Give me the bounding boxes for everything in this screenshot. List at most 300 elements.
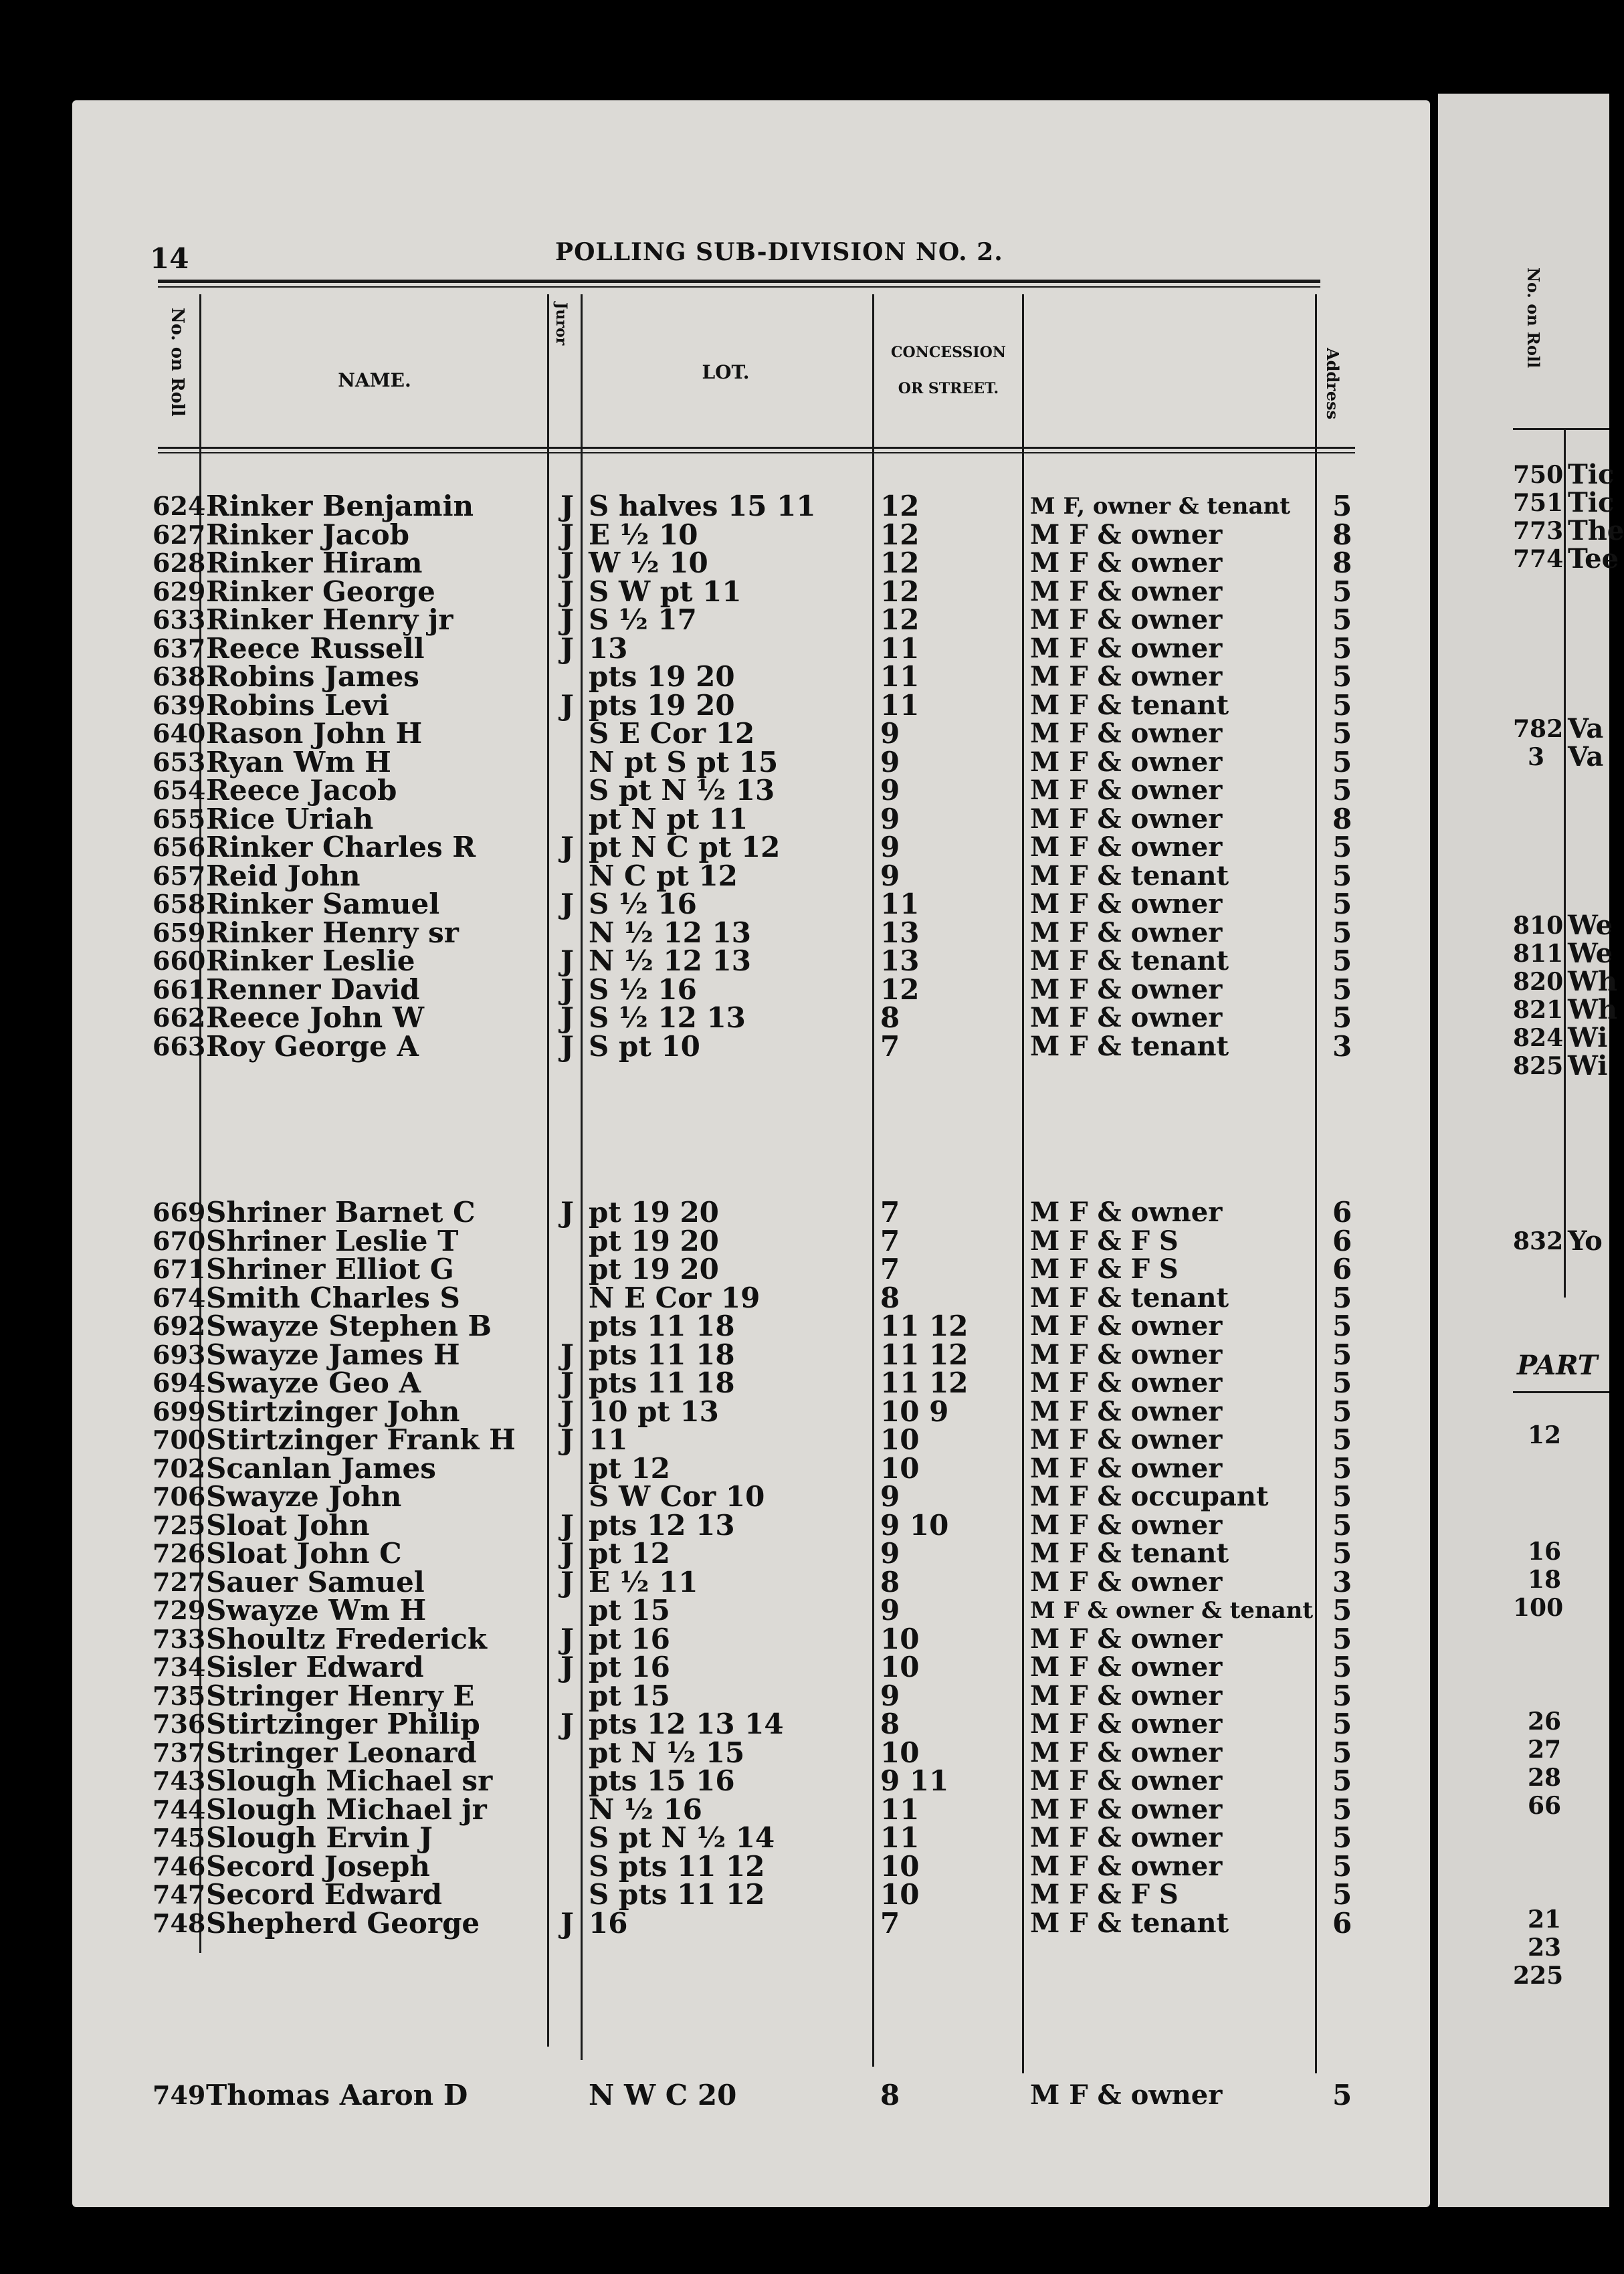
concession: 10 bbox=[880, 1451, 920, 1485]
concession: 9 bbox=[880, 1480, 900, 1513]
status: M F & owner bbox=[1030, 973, 1223, 1005]
status: M F & occupant bbox=[1030, 1481, 1269, 1512]
status: M F & owner bbox=[1030, 2079, 1223, 2111]
concession: 12 bbox=[880, 575, 920, 608]
lot: 16 bbox=[589, 1906, 628, 1940]
roll-number: 660 bbox=[153, 946, 206, 976]
status: M F & owner bbox=[1030, 1452, 1223, 1484]
roll-number: 734 bbox=[153, 1652, 206, 1682]
lot: S halves 15 11 bbox=[589, 490, 816, 522]
lot: E ½ 11 bbox=[589, 1565, 698, 1598]
juror-mark: J bbox=[561, 831, 574, 863]
right-col-rule bbox=[1564, 428, 1566, 1298]
address-number: 5 bbox=[1332, 1338, 1352, 1371]
status: M F & owner bbox=[1030, 803, 1223, 835]
lot: pt 12 bbox=[589, 1537, 670, 1570]
col-header-roll: No. on Roll bbox=[167, 308, 187, 417]
status: M F & owner bbox=[1030, 1338, 1223, 1370]
voter-name: Stirtzinger Philip bbox=[206, 1708, 480, 1740]
roll-number: 745 bbox=[153, 1823, 206, 1853]
right-roll-number: 21 bbox=[1528, 1905, 1562, 1934]
roll-number: 670 bbox=[153, 1225, 206, 1256]
voter-name: Robins Levi bbox=[206, 688, 389, 722]
lot: 11 bbox=[589, 1423, 628, 1456]
lot: S ½ 12 13 bbox=[589, 1001, 746, 1034]
status: M F & owner bbox=[1030, 831, 1223, 863]
concession: 11 bbox=[880, 1792, 920, 1826]
lot: pts 12 13 bbox=[589, 1508, 735, 1542]
right-roll-number: 225 bbox=[1513, 1962, 1564, 1990]
right-roll-number: 12 bbox=[1528, 1421, 1562, 1449]
voter-name: Rice Uriah bbox=[206, 802, 374, 835]
voter-name: Secord Edward bbox=[206, 1878, 443, 1911]
roll-number: 702 bbox=[153, 1453, 206, 1483]
col-rule-status bbox=[1315, 294, 1317, 2073]
concession: 10 bbox=[880, 1423, 920, 1456]
address-number: 5 bbox=[1332, 916, 1352, 949]
juror-mark: J bbox=[561, 1338, 574, 1371]
voter-name: Rinker Jacob bbox=[206, 518, 410, 551]
right-roll-number: 751 bbox=[1513, 489, 1564, 517]
voter-name: Sisler Edward bbox=[206, 1651, 424, 1683]
status: M F & owner bbox=[1030, 1002, 1223, 1033]
concession: 9 bbox=[880, 1537, 900, 1570]
address-number: 5 bbox=[1332, 490, 1352, 522]
voter-name: Rinker Henry sr bbox=[206, 916, 459, 949]
voter-name: Slough Michael jr bbox=[206, 1792, 487, 1826]
voter-name: Shriner Elliot G bbox=[206, 1253, 454, 1285]
address-number: 5 bbox=[1332, 1394, 1352, 1428]
concession: 11 12 bbox=[880, 1338, 969, 1371]
roll-number: 694 bbox=[153, 1368, 206, 1398]
juror-mark: J bbox=[561, 1622, 574, 1655]
status: M F & owner bbox=[1030, 1395, 1223, 1427]
voter-name: Slough Michael sr bbox=[206, 1764, 493, 1797]
juror-mark: J bbox=[561, 888, 574, 920]
lot: S W pt 11 bbox=[589, 575, 742, 608]
concession: 11 12 bbox=[880, 1366, 969, 1399]
address-number: 5 bbox=[1332, 1366, 1352, 1399]
status: M F & owner bbox=[1030, 1509, 1223, 1541]
right-name-fragment: Tic bbox=[1568, 459, 1615, 490]
roll-number: 638 bbox=[153, 661, 206, 692]
top-rule bbox=[158, 280, 1320, 283]
roll-number: 727 bbox=[153, 1566, 206, 1597]
roll-number: 662 bbox=[153, 1003, 206, 1033]
roll-number: 737 bbox=[153, 1737, 206, 1768]
concession: 8 bbox=[880, 1565, 900, 1598]
concession: 7 bbox=[880, 1224, 900, 1257]
lot: 10 pt 13 bbox=[589, 1394, 719, 1428]
address-number: 5 bbox=[1332, 1736, 1352, 1769]
address-number: 5 bbox=[1332, 717, 1352, 750]
lot: pts 15 16 bbox=[589, 1764, 735, 1797]
status: M F & owner bbox=[1030, 547, 1223, 579]
right-roll-number: 832 bbox=[1513, 1227, 1564, 1255]
voter-name: Swayze Geo A bbox=[206, 1366, 421, 1399]
roll-number: 663 bbox=[153, 1031, 206, 1061]
address-number: 5 bbox=[1332, 1508, 1352, 1542]
juror-mark: J bbox=[561, 944, 574, 977]
roll-number: 747 bbox=[153, 1879, 206, 1909]
right-roll-number: 100 bbox=[1513, 1594, 1564, 1622]
lot: S pt N ½ 14 bbox=[589, 1821, 775, 1854]
concession: 8 bbox=[880, 2079, 900, 2111]
juror-mark: J bbox=[561, 575, 574, 608]
roll-number: 661 bbox=[153, 974, 206, 1005]
juror-mark: J bbox=[561, 1651, 574, 1683]
lot: S ½ 17 bbox=[589, 603, 697, 636]
col-header-name: NAME. bbox=[338, 369, 411, 391]
right-section-rule bbox=[1513, 1391, 1609, 1393]
right-roll-number: 18 bbox=[1528, 1566, 1562, 1594]
concession: 9 bbox=[880, 859, 900, 892]
col-rule-lot bbox=[872, 294, 874, 2067]
right-roll-number: 27 bbox=[1528, 1736, 1562, 1764]
roll-number: 656 bbox=[153, 832, 206, 862]
roll-number: 659 bbox=[153, 917, 206, 948]
juror-mark: J bbox=[561, 1394, 574, 1428]
col-rule-juror bbox=[581, 294, 583, 2060]
roll-number: 743 bbox=[153, 1766, 206, 1796]
concession: 13 bbox=[880, 916, 920, 949]
status: M F & tenant bbox=[1030, 1281, 1229, 1314]
lot: N ½ 12 13 bbox=[589, 916, 751, 949]
address-number: 5 bbox=[1332, 831, 1352, 863]
right-roll-number: 28 bbox=[1528, 1764, 1562, 1792]
voter-name: Swayze Stephen B bbox=[206, 1310, 492, 1342]
lot: pt N ½ 15 bbox=[589, 1736, 745, 1769]
voter-name: Reece John W bbox=[206, 1001, 425, 1034]
concession: 12 bbox=[880, 490, 920, 522]
top-rule-thin bbox=[158, 286, 1320, 288]
lot: pt 19 20 bbox=[589, 1224, 719, 1257]
address-number: 5 bbox=[1332, 575, 1352, 608]
concession: 7 bbox=[880, 1253, 900, 1285]
status: M F & owner bbox=[1030, 575, 1223, 607]
right-roll-number: 66 bbox=[1528, 1792, 1562, 1820]
concession: 11 bbox=[880, 888, 920, 920]
juror-mark: J bbox=[561, 1537, 574, 1570]
status: M F & tenant bbox=[1030, 689, 1229, 721]
status: M F, owner & tenant bbox=[1030, 493, 1290, 520]
status: M F & owner bbox=[1030, 1424, 1223, 1455]
address-number: 5 bbox=[1332, 1001, 1352, 1034]
lot: N W C 20 bbox=[589, 2079, 737, 2111]
status: M F & owner bbox=[1030, 1765, 1223, 1796]
address-number: 5 bbox=[1332, 1792, 1352, 1826]
juror-mark: J bbox=[561, 631, 574, 665]
lot: W ½ 10 bbox=[589, 546, 708, 579]
header-bottom-rule-thin bbox=[158, 452, 1355, 453]
lot: pt 19 20 bbox=[589, 1196, 719, 1229]
right-header-rule bbox=[1513, 428, 1609, 430]
right-col-header-roll: No. on Roll bbox=[1524, 268, 1543, 369]
right-roll-number: 825 bbox=[1513, 1052, 1564, 1080]
concession: 9 10 bbox=[880, 1508, 949, 1542]
right-name-fragment: Tee bbox=[1568, 543, 1619, 575]
concession: 10 bbox=[880, 1736, 920, 1769]
status: M F & owner bbox=[1030, 1566, 1223, 1598]
concession: 10 9 bbox=[880, 1394, 949, 1428]
right-roll-number: 811 bbox=[1513, 940, 1564, 968]
address-number: 5 bbox=[1332, 1451, 1352, 1485]
right-name-fragment: Tic bbox=[1568, 487, 1615, 518]
juror-mark: J bbox=[561, 1029, 574, 1063]
right-name-fragment: Wh bbox=[1568, 966, 1618, 997]
address-number: 6 bbox=[1332, 1224, 1352, 1257]
address-number: 5 bbox=[1332, 1480, 1352, 1513]
roll-number: 735 bbox=[153, 1680, 206, 1711]
roll-number: 669 bbox=[153, 1197, 206, 1227]
concession: 11 bbox=[880, 688, 920, 722]
roll-number: 637 bbox=[153, 633, 206, 663]
right-roll-number: 16 bbox=[1528, 1538, 1562, 1566]
lot: pts 19 20 bbox=[589, 688, 735, 722]
juror-mark: J bbox=[561, 1906, 574, 1940]
right-roll-number: 23 bbox=[1528, 1934, 1562, 1962]
lot: N E Cor 19 bbox=[589, 1281, 760, 1314]
address-number: 5 bbox=[1332, 944, 1352, 977]
voter-name: Thomas Aaron D bbox=[206, 2079, 468, 2111]
lot: E ½ 10 bbox=[589, 518, 698, 551]
lot: N ½ 12 13 bbox=[589, 944, 751, 977]
lot: pts 19 20 bbox=[589, 660, 735, 693]
status: M F & owner bbox=[1030, 1197, 1223, 1228]
header-bottom-rule bbox=[158, 447, 1355, 449]
address-number: 5 bbox=[1332, 1423, 1352, 1456]
concession: 9 bbox=[880, 831, 900, 863]
address-number: 6 bbox=[1332, 1906, 1352, 1940]
voter-name: Ryan Wm H bbox=[206, 745, 391, 779]
address-number: 5 bbox=[1332, 1764, 1352, 1797]
lot: pts 11 18 bbox=[589, 1338, 735, 1371]
status: M F & owner & tenant bbox=[1030, 1597, 1314, 1624]
roll-number: 639 bbox=[153, 690, 206, 720]
concession: 10 bbox=[880, 1849, 920, 1883]
roll-number: 725 bbox=[153, 1510, 206, 1540]
voter-name: Rinker George bbox=[206, 575, 435, 608]
voter-name: Shoultz Frederick bbox=[206, 1622, 488, 1655]
status: M F & owner bbox=[1030, 632, 1223, 664]
address-number: 5 bbox=[1332, 1821, 1352, 1854]
address-number: 5 bbox=[1332, 972, 1352, 1006]
concession: 7 bbox=[880, 1196, 900, 1229]
status: M F & owner bbox=[1030, 1679, 1223, 1712]
address-number: 5 bbox=[1332, 859, 1352, 892]
right-name-fragment: Va bbox=[1568, 741, 1604, 772]
lot: pts 11 18 bbox=[589, 1366, 735, 1399]
status: M F & owner bbox=[1030, 1623, 1223, 1655]
roll-number: 706 bbox=[153, 1481, 206, 1512]
status: M F & owner bbox=[1030, 1822, 1223, 1853]
address-number: 8 bbox=[1332, 518, 1352, 551]
col-rule-name bbox=[547, 294, 549, 2047]
address-number: 5 bbox=[1332, 688, 1352, 722]
address-number: 8 bbox=[1332, 802, 1352, 835]
status: M F & owner bbox=[1030, 746, 1223, 778]
voter-name: Stirtzinger John bbox=[206, 1394, 460, 1428]
roll-number: 627 bbox=[153, 519, 206, 550]
status: M F & owner bbox=[1030, 1850, 1223, 1882]
right-roll-number: 824 bbox=[1513, 1024, 1564, 1052]
status: M F & owner bbox=[1030, 718, 1223, 749]
address-number: 5 bbox=[1332, 631, 1352, 665]
roll-number: 733 bbox=[153, 1623, 206, 1654]
voter-name: Scanlan James bbox=[206, 1451, 436, 1485]
address-number: 5 bbox=[1332, 1594, 1352, 1627]
voter-name: Shriner Leslie T bbox=[206, 1224, 459, 1257]
status: M F & F S bbox=[1030, 1253, 1179, 1285]
address-number: 5 bbox=[1332, 1679, 1352, 1712]
right-name-fragment: The bbox=[1568, 515, 1624, 546]
address-number: 5 bbox=[1332, 1537, 1352, 1570]
concession: 11 bbox=[880, 631, 920, 665]
status: M F & tenant bbox=[1030, 945, 1229, 976]
roll-number: 655 bbox=[153, 803, 206, 834]
roll-number: 628 bbox=[153, 548, 206, 578]
roll-number: 729 bbox=[153, 1595, 206, 1625]
lot: S ½ 16 bbox=[589, 888, 697, 920]
lot: pts 12 13 14 bbox=[589, 1708, 784, 1740]
juror-mark: J bbox=[561, 1423, 574, 1456]
voter-name: Swayze Wm H bbox=[206, 1594, 427, 1627]
status: M F & owner bbox=[1030, 1793, 1223, 1825]
voter-name: Reece Russell bbox=[206, 631, 425, 665]
lot: S E Cor 12 bbox=[589, 717, 755, 750]
status: M F & owner bbox=[1030, 774, 1223, 806]
status: M F & tenant bbox=[1030, 1907, 1229, 1939]
voter-name: Sloat John bbox=[206, 1508, 370, 1542]
concession: 8 bbox=[880, 1281, 900, 1314]
roll-number: 658 bbox=[153, 889, 206, 919]
address-number: 5 bbox=[1332, 1651, 1352, 1683]
right-roll-number: 820 bbox=[1513, 968, 1564, 996]
juror-mark: J bbox=[561, 688, 574, 722]
roll-number: 633 bbox=[153, 605, 206, 635]
concession: 11 bbox=[880, 1821, 920, 1854]
voter-name: Sauer Samuel bbox=[206, 1565, 425, 1598]
right-roll-number: 750 bbox=[1513, 461, 1564, 489]
roll-number: 699 bbox=[153, 1396, 206, 1427]
status: M F & owner bbox=[1030, 518, 1223, 550]
lot: N C pt 12 bbox=[589, 859, 738, 892]
juror-mark: J bbox=[561, 546, 574, 579]
status: M F & owner bbox=[1030, 604, 1223, 635]
concession: 11 12 bbox=[880, 1310, 969, 1342]
address-number: 3 bbox=[1332, 1029, 1352, 1063]
address-number: 6 bbox=[1332, 1196, 1352, 1229]
concession: 10 bbox=[880, 1878, 920, 1911]
concession: 12 bbox=[880, 603, 920, 636]
right-name-fragment: We bbox=[1568, 910, 1613, 941]
voter-name: Reece Jacob bbox=[206, 774, 397, 807]
concession: 12 bbox=[880, 972, 920, 1006]
right-name-fragment: We bbox=[1568, 938, 1613, 969]
roll-number: 674 bbox=[153, 1282, 206, 1313]
right-roll-number: 821 bbox=[1513, 996, 1564, 1024]
right-roll-number: 774 bbox=[1513, 545, 1564, 573]
roll-number: 671 bbox=[153, 1254, 206, 1284]
concession: 9 bbox=[880, 745, 900, 779]
voter-name: Swayze James H bbox=[206, 1338, 460, 1371]
voter-name: Stirtzinger Frank H bbox=[206, 1423, 516, 1456]
lot: S pt 10 bbox=[589, 1029, 700, 1063]
concession: 9 bbox=[880, 774, 900, 807]
roll-number: 653 bbox=[153, 746, 206, 777]
concession: 7 bbox=[880, 1906, 900, 1940]
address-number: 5 bbox=[1332, 774, 1352, 807]
juror-mark: J bbox=[561, 972, 574, 1006]
lot: pts 11 18 bbox=[589, 1310, 735, 1342]
roll-number: 654 bbox=[153, 775, 206, 805]
voter-name: Smith Charles S bbox=[206, 1281, 460, 1314]
lot: pt 16 bbox=[589, 1622, 670, 1655]
status: M F & owner bbox=[1030, 1367, 1223, 1399]
concession: 9 bbox=[880, 1679, 900, 1712]
status: M F & tenant bbox=[1030, 1538, 1229, 1569]
address-number: 8 bbox=[1332, 546, 1352, 579]
address-number: 6 bbox=[1332, 1253, 1352, 1285]
status: M F & tenant bbox=[1030, 859, 1229, 892]
address-number: 5 bbox=[1332, 1281, 1352, 1314]
concession: 8 bbox=[880, 1708, 900, 1740]
voter-name: Robins James bbox=[206, 660, 419, 693]
status: M F & owner bbox=[1030, 1310, 1223, 1342]
right-name-fragment: Wi bbox=[1568, 1050, 1608, 1081]
right-name-fragment: Wi bbox=[1568, 1022, 1608, 1053]
juror-mark: J bbox=[561, 1508, 574, 1542]
roll-number: 744 bbox=[153, 1794, 206, 1825]
concession: 13 bbox=[880, 944, 920, 977]
roll-number: 736 bbox=[153, 1709, 206, 1739]
voter-name: Shriner Barnet C bbox=[206, 1196, 476, 1229]
voter-name: Secord Joseph bbox=[206, 1849, 430, 1883]
voter-name: Rinker Benjamin bbox=[206, 490, 474, 522]
address-number: 5 bbox=[1332, 1849, 1352, 1883]
status: M F & owner bbox=[1030, 661, 1223, 692]
roll-number: 746 bbox=[153, 1851, 206, 1881]
lot: S pts 11 12 bbox=[589, 1878, 765, 1911]
juror-mark: J bbox=[561, 1708, 574, 1740]
voter-name: Roy George A bbox=[206, 1029, 419, 1063]
col-rule-con bbox=[1022, 294, 1024, 2073]
address-number: 5 bbox=[1332, 745, 1352, 779]
right-roll-number: 26 bbox=[1528, 1708, 1562, 1736]
juror-mark: J bbox=[561, 490, 574, 522]
roll-number: 692 bbox=[153, 1311, 206, 1341]
roll-number: 657 bbox=[153, 860, 206, 891]
address-number: 5 bbox=[1332, 1878, 1352, 1911]
lot: S pt N ½ 13 bbox=[589, 774, 775, 807]
voter-name: Rinker Charles R bbox=[206, 831, 476, 863]
status: M F & owner bbox=[1030, 1736, 1223, 1768]
voter-name: Reid John bbox=[206, 859, 361, 892]
lot: pt 15 bbox=[589, 1594, 670, 1627]
roll-number: 693 bbox=[153, 1339, 206, 1370]
lot: pt 16 bbox=[589, 1651, 670, 1683]
lot: 13 bbox=[589, 631, 628, 665]
voter-name: Shepherd George bbox=[206, 1906, 480, 1940]
juror-mark: J bbox=[561, 1565, 574, 1598]
status: M F & owner bbox=[1030, 1651, 1223, 1683]
right-section-label: PART bbox=[1517, 1350, 1598, 1381]
voter-name: Stringer Henry E bbox=[206, 1679, 475, 1712]
lot: S W Cor 10 bbox=[589, 1480, 765, 1513]
concession: 12 bbox=[880, 518, 920, 551]
lot: S pts 11 12 bbox=[589, 1849, 765, 1883]
address-number: 5 bbox=[1332, 660, 1352, 693]
